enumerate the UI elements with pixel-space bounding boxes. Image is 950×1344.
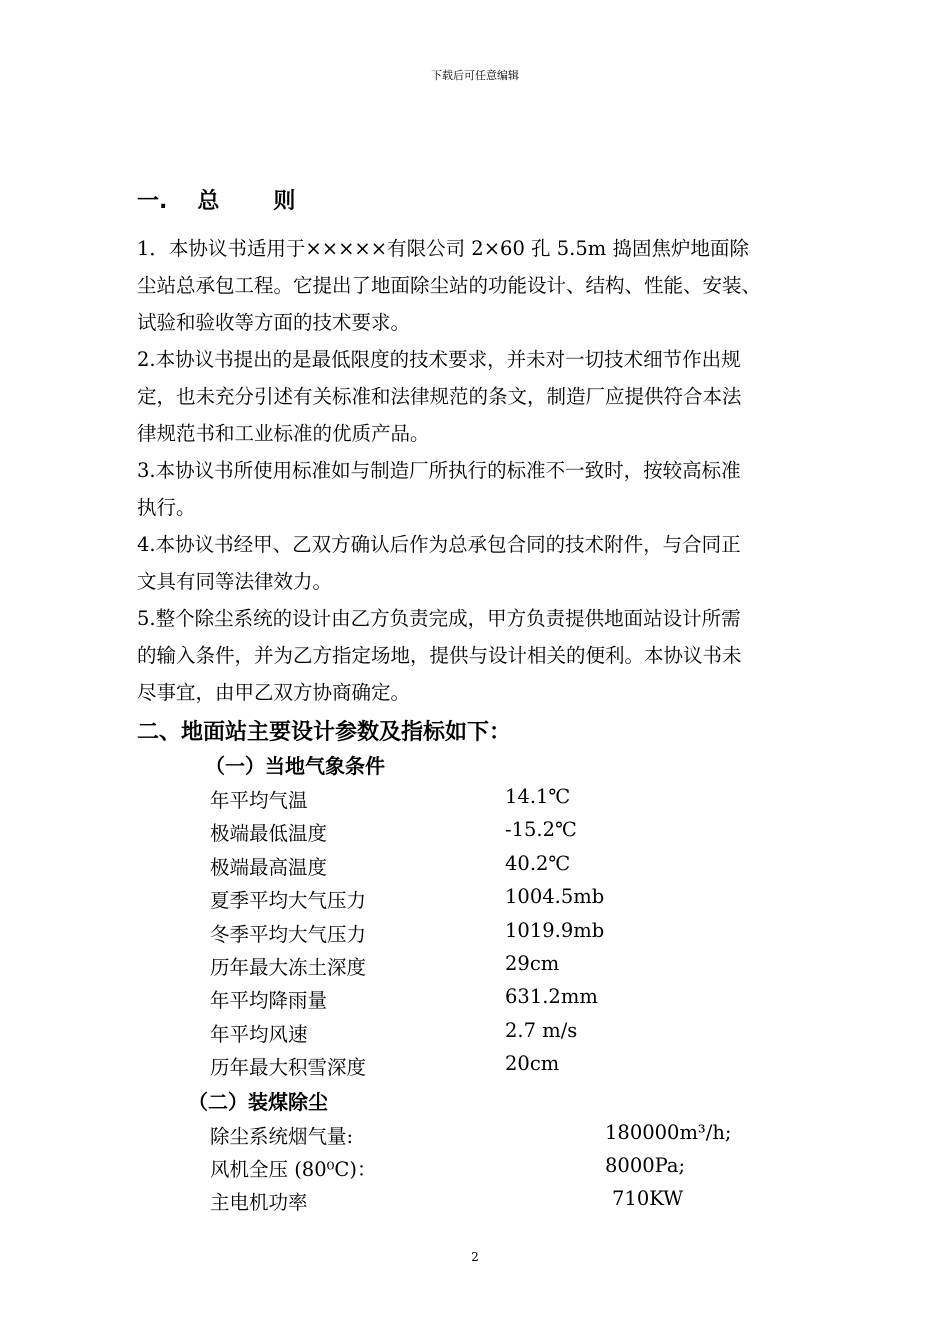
sub2-heading: （二）装煤除尘 bbox=[188, 1090, 328, 1114]
weather-row bbox=[210, 952, 710, 980]
weather-row bbox=[210, 785, 710, 813]
weather-value: 1004.5mb bbox=[505, 885, 605, 908]
dedust-row bbox=[210, 1187, 770, 1215]
paragraph-4-line-2: 文具有同等法律效力。 bbox=[137, 570, 333, 593]
dedust-value: 8000Pa; bbox=[605, 1154, 686, 1177]
section1-title-a: 总 bbox=[197, 189, 220, 214]
paragraph-2-line-1: 2.本协议书提出的是最低限度的技术要求，并未对一切技术细节作出规 bbox=[137, 348, 741, 371]
weather-value: 20cm bbox=[505, 1052, 560, 1075]
dedust-row bbox=[210, 1121, 770, 1149]
paragraph-2-line-2: 定，也未充分引述有关标准和法律规范的条文，制造厂应提供符合本法 bbox=[137, 385, 742, 408]
weather-value: 40.2℃ bbox=[505, 852, 571, 875]
weather-label: 年平均风速 bbox=[210, 1023, 308, 1046]
paragraph-2-line-3: 律规范书和工业标准的优质产品。 bbox=[137, 422, 430, 445]
weather-label: 冬季平均大气压力 bbox=[210, 923, 367, 946]
weather-row bbox=[210, 1052, 710, 1080]
paragraph-1-line-2: 尘站总承包工程。它提出了地面除尘站的功能设计、结构、性能、安装、 bbox=[137, 274, 762, 297]
dedust-value: 710KW bbox=[612, 1187, 684, 1210]
weather-label: 极端最高温度 bbox=[210, 856, 328, 879]
dedust-row bbox=[210, 1154, 770, 1182]
weather-row bbox=[210, 885, 710, 913]
dedust-label: 除尘系统烟气量: bbox=[210, 1125, 354, 1148]
sub1-heading: （一）当地气象条件 bbox=[205, 754, 385, 778]
weather-label: 夏季平均大气压力 bbox=[210, 889, 367, 912]
weather-label: 历年最大积雪深度 bbox=[210, 1056, 367, 1079]
weather-label: 历年最大冻土深度 bbox=[210, 956, 367, 979]
weather-row bbox=[210, 818, 710, 846]
weather-value: 2.7 m/s bbox=[505, 1019, 578, 1042]
weather-value: 631.2mm bbox=[505, 985, 598, 1008]
section1-title-b: 则 bbox=[273, 189, 296, 214]
section1-heading bbox=[137, 184, 295, 215]
weather-row bbox=[210, 919, 710, 947]
paragraph-4-line-1: 4.本协议书经甲、乙双方确认后作为总承包合同的技术附件，与合同正 bbox=[137, 533, 741, 556]
paragraph-3-line-2: 执行。 bbox=[137, 496, 196, 519]
section1-number: 一. bbox=[137, 189, 168, 214]
weather-row bbox=[210, 852, 710, 880]
weather-value: 14.1℃ bbox=[505, 785, 571, 808]
weather-label: 年平均气温 bbox=[210, 789, 308, 812]
paragraph-1-line-1: 1．本协议书适用于×××××有限公司 2×60 孔 5.5m 捣固焦炉地面除 bbox=[137, 237, 749, 260]
dedust-value: 180000m³/h; bbox=[605, 1121, 732, 1144]
weather-label: 年平均降雨量 bbox=[210, 989, 328, 1012]
paragraph-1-line-3: 试验和验收等方面的技术要求。 bbox=[137, 311, 411, 334]
dedust-label: 风机全压 (80⁰C)： bbox=[210, 1158, 377, 1181]
weather-label: 极端最低温度 bbox=[210, 822, 328, 845]
page-header-note: 下载后可任意编辑 bbox=[431, 69, 519, 82]
section2-heading: 二、地面站主要设计参数及指标如下： bbox=[137, 720, 512, 745]
weather-row bbox=[210, 985, 710, 1013]
paragraph-3-line-1: 3.本协议书所使用标准如与制造厂所执行的标准不一致时，按较高标准 bbox=[137, 459, 741, 482]
paragraph-5-line-3: 尽事宜，由甲乙双方协商确定。 bbox=[137, 681, 411, 704]
dedust-label: 主电机功率 bbox=[210, 1191, 308, 1214]
weather-row bbox=[210, 1019, 710, 1047]
paragraph-5-line-2: 的输入条件，并为乙方指定场地，提供与设计相关的便利。本协议书未 bbox=[137, 644, 742, 667]
weather-value: 1019.9mb bbox=[505, 919, 605, 942]
weather-value: -15.2℃ bbox=[505, 818, 577, 841]
weather-value: 29cm bbox=[505, 952, 560, 975]
section1-body bbox=[137, 230, 852, 711]
page-number: 2 bbox=[471, 1250, 479, 1264]
paragraph-5-line-1: 5.整个除尘系统的设计由乙方负责完成，甲方负责提供地面站设计所需 bbox=[137, 607, 741, 630]
